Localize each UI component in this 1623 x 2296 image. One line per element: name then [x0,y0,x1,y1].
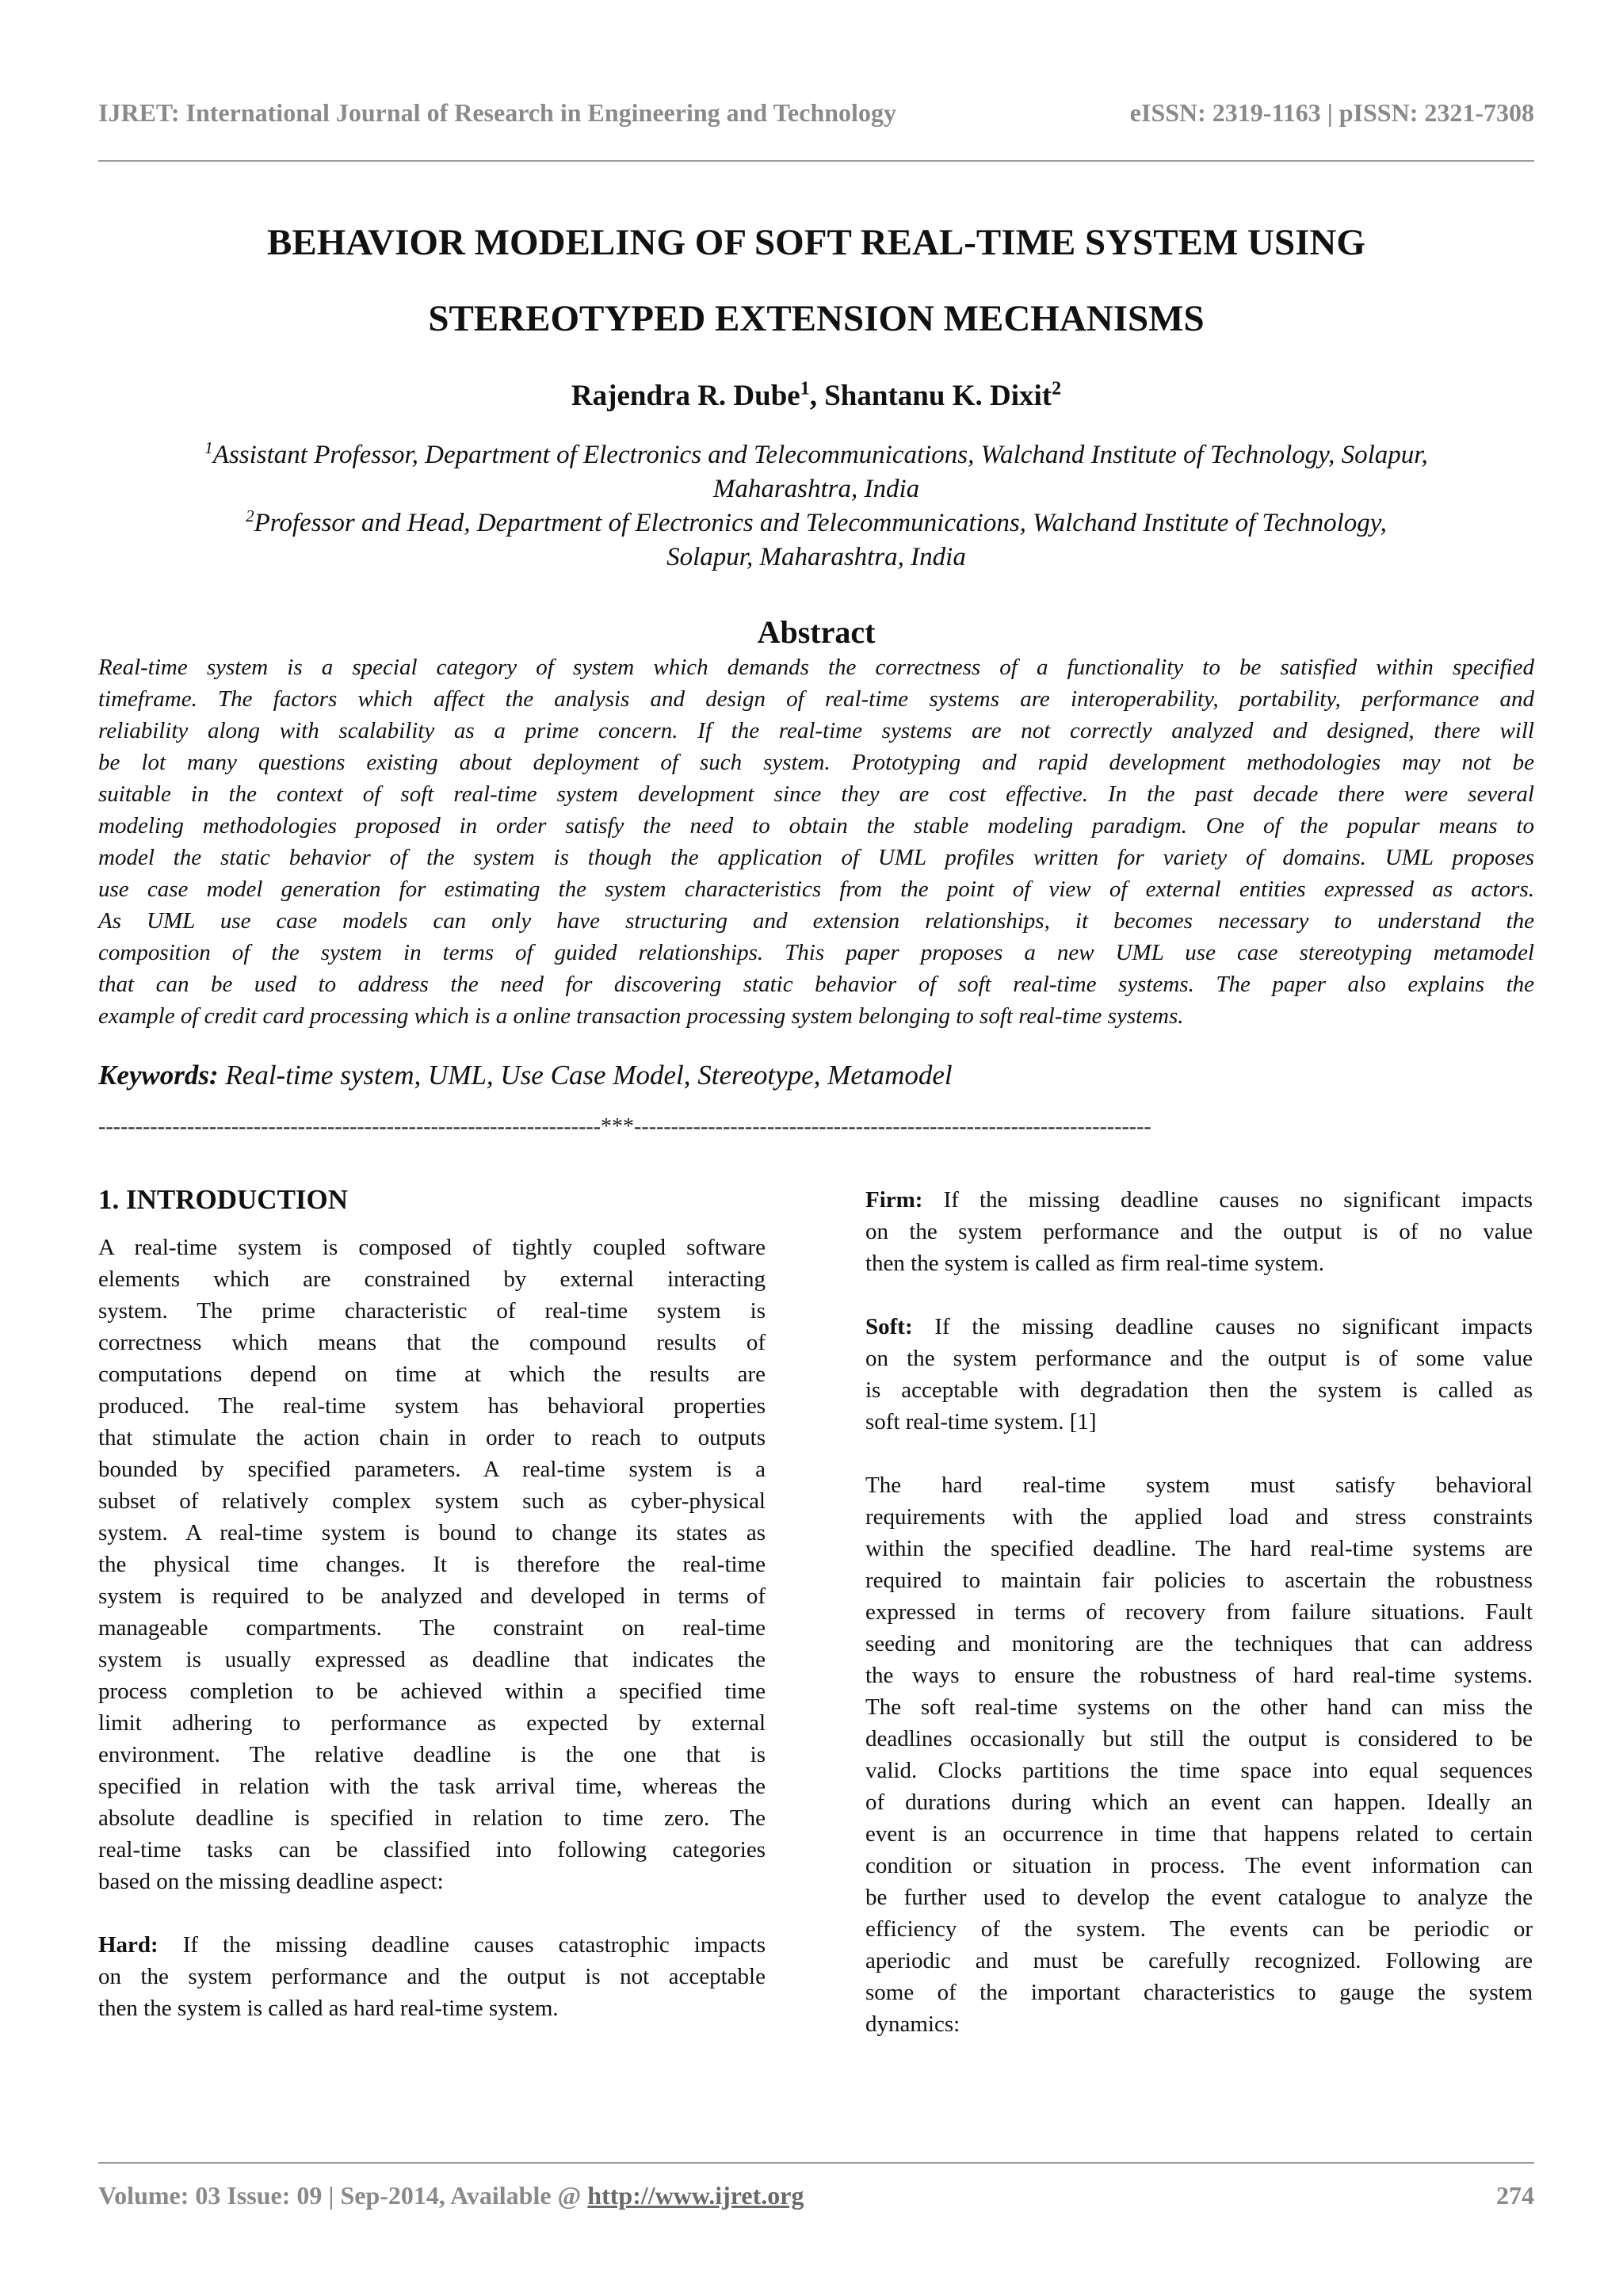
body-line: produced. The real-time system has behavioral properties [98,1393,766,1419]
left-column [98,1182,766,2024]
body-line [865,1184,1533,1216]
body-line: system. A real-time system is bound to change its states as [98,1520,766,1545]
body-line: real-time tasks can be classified into following categories [98,1837,766,1862]
page-number: 274 [1496,2181,1534,2210]
soft-label: Soft: [865,1314,913,1339]
header-rule [98,160,1534,162]
keywords-label: Keywords: [98,1060,219,1091]
section-separator: --------------------------------------------------------------------***---------------------------------------------------------------------- [98,1114,1151,1139]
affiliation-2-line-1 [98,506,1534,541]
body-line [865,1311,1533,1343]
firm-text: If the missing deadline causes no significant impacts [922,1187,1533,1213]
abstract-line: suitable in the context of soft real-time system development since they are cost effective. In the past decade there were several [98,781,1534,807]
body-line: aperiodic and must be carefully recognized. Following are [865,1948,1533,1973]
author-2-mark: 2 [1052,378,1062,399]
body-line: A real-time system is composed of tightly coupled software [98,1235,766,1260]
running-header [98,98,1534,128]
body-line: requirements with the applied load and stress constraints [865,1504,1533,1530]
right-column [865,1184,1533,2040]
body-line: environment. The relative deadline is the one that is [98,1742,766,1767]
body-line: be further used to develop the event catalogue to analyze the [865,1885,1533,1910]
body-line: soft real-time system. [1] [865,1409,1097,1435]
body-line: on the system performance and the output is of no value [865,1219,1533,1244]
author-list [98,379,1534,413]
body-line: some of the important characteristics to gauge the system [865,1980,1533,2005]
body-line: the ways to ensure the robustness of hard real-time systems. [865,1663,1533,1688]
paper-title [98,204,1534,357]
paragraph-gap [98,1897,766,1929]
body-line: elements which are constrained by external interacting [98,1266,766,1292]
abstract-line: composition of the system in terms of guided relationships. This paper proposes a new UML use case stereotyping metamodel [98,940,1534,965]
body-line: process completion to be achieved within a specified time [98,1679,766,1704]
footer-volume-text: Volume: 03 Issue: 09 | Sep-2014, Available @ [98,2181,588,2210]
body-line: seeding and monitoring are the techniques that can address [865,1631,1533,1656]
journal-website-link[interactable]: http://www.ijret.org [587,2181,804,2210]
body-line: of durations during which an event can happen. Ideally an [865,1790,1533,1815]
abstract-line: modeling methodologies proposed in order satisfy the need to obtain the stable modeling paradigm. One of the popular means to [98,813,1534,839]
body-line: valid. Clocks partitions the time space into equal sequences [865,1758,1533,1783]
keywords-text: Real-time system, UML, Use Case Model, Stereotype, Metamodel [218,1060,953,1091]
footer-rule [98,2162,1534,2164]
body-line: correctness which means that the compound results of [98,1330,766,1355]
abstract-line: As UML use case models can only have structuring and extension relationships, it becomes necessary to understand the [98,908,1534,934]
body-line: system is usually expressed as deadline that indicates the [98,1647,766,1672]
body-line: required to maintain fair policies to ascertain the robustness [865,1568,1533,1593]
body-line: deadlines occasionally but still the output is considered to be [865,1726,1533,1752]
body-line: then the system is called as firm real-time system. [865,1251,1325,1276]
firm-label: Firm: [865,1187,923,1213]
body-line: then the system is called as hard real-time system. [98,1996,559,2021]
affiliation-2-line-2: Solapur, Maharashtra, India [666,543,966,571]
running-footer [98,2181,1534,2210]
journal-name: IJRET: International Journal of Research in Engineering and Technology [98,98,896,127]
body-line: system is required to be analyzed and developed in terms of [98,1584,766,1609]
abstract-line: timeframe. The factors which affect the analysis and design of real-time systems are interoperability, portability, performance and [98,686,1534,712]
abstract-body [98,651,1534,1032]
hard-text: If the missing deadline causes catastrophic impacts [158,1932,766,1958]
body-line: event is an occurrence in time that happens related to certain [865,1821,1533,1847]
title-line-1: BEHAVIOR MODELING OF SOFT REAL-TIME SYSTEM USING [267,222,1365,263]
body-line: bounded by specified parameters. A real-time system is a [98,1457,766,1482]
paragraph-gap [865,1279,1533,1311]
body-line: within the specified deadline. The hard real-time systems are [865,1536,1533,1561]
abstract-heading: Abstract [757,614,876,650]
author-1-mark: 1 [800,378,810,399]
body-line: computations depend on time at which the results are [98,1362,766,1387]
author-2: Shantanu K. Dixit [824,380,1052,412]
abstract-line: be lot many questions existing about deployment of such system. Prototyping and rapid development methodologies may not be [98,750,1534,775]
hard-label: Hard: [98,1932,158,1958]
body-line: limit adhering to performance as expected by external [98,1710,766,1736]
body-line: subset of relatively complex system such as cyber-physical [98,1488,766,1514]
body-line [98,1929,766,1961]
body-line: dynamics: [865,2011,960,2037]
affiliation-2-text: Professor and Head, Department of Electronics and Telecommunications, Walchand Institute of Technology, [254,509,1387,537]
body-line: on the system performance and the output is of some value [865,1346,1533,1371]
body-line: is acceptable with degradation then the system is called as [865,1377,1533,1403]
body-line: based on the missing deadline aspect: [98,1869,444,1894]
body-line: on the system performance and the output is not acceptable [98,1964,766,1989]
affiliation-1-line-2: Maharashtra, India [712,475,920,503]
body-line: expressed in terms of recovery from failure situations. Fault [865,1599,1533,1625]
section-heading-introduction: 1. INTRODUCTION [98,1184,349,1215]
keywords [98,1060,1534,1091]
author-1: Rajendra R. Dube [571,380,800,412]
title-line-2: STEREOTYPED EXTENSION MECHANISMS [428,298,1205,339]
abstract-line: use case model generation for estimating the system characteristics from the point of view of external entities expressed as actors. [98,877,1534,902]
abstract-line: that can be used to address the need for discovering static behavior of soft real-time systems. The paper also explains the [98,972,1534,997]
body-line: The soft real-time systems on the other hand can miss the [865,1694,1533,1720]
soft-text: If the missing deadline causes no significant impacts [912,1314,1533,1339]
affiliation-1-text: Assistant Professor, Department of Electronics and Telecommunications, Walchand Institute of Technology, Solapur, [212,441,1428,469]
body-line: condition or situation in process. The event information can [865,1853,1533,1878]
paragraph-gap [865,1438,1533,1469]
body-line: specified in relation with the task arrival time, whereas the [98,1774,766,1799]
author-separator: , [809,380,825,412]
abstract-line: Real-time system is a special category of system which demands the correctness of a functionality to be satisfied within specified [98,655,1534,680]
affiliation-2-mark: 2 [246,506,254,525]
abstract-line: reliability along with scalability as a prime concern. If the real-time systems are not correctly analyzed and designed, there will [98,718,1534,743]
affiliation-1-line-1 [98,438,1534,472]
body-line: efficiency of the system. The events can be periodic or [865,1916,1533,1942]
body-line: manageable compartments. The constraint on real-time [98,1615,766,1641]
body-line: The hard real-time system must satisfy behavioral [865,1473,1533,1498]
body-line: absolute deadline is specified in relation to time zero. The [98,1805,766,1831]
affiliation-1-mark: 1 [204,438,213,457]
abstract-line: model the static behavior of the system is though the application of UML profiles written for variety of domains. UML proposes [98,845,1534,870]
body-line: system. The prime characteristic of real-time system is [98,1298,766,1324]
footer-volume-info [98,2181,804,2210]
body-line: the physical time changes. It is therefore the real-time [98,1552,766,1577]
abstract-line: example of credit card processing which is a online transaction processing system belonging to soft real-time systems. [98,1003,1184,1029]
affiliations [98,438,1534,575]
issn-numbers: eISSN: 2319-1163 | pISSN: 2321-7308 [1129,98,1534,127]
body-line: that stimulate the action chain in order to reach to outputs [98,1425,766,1450]
